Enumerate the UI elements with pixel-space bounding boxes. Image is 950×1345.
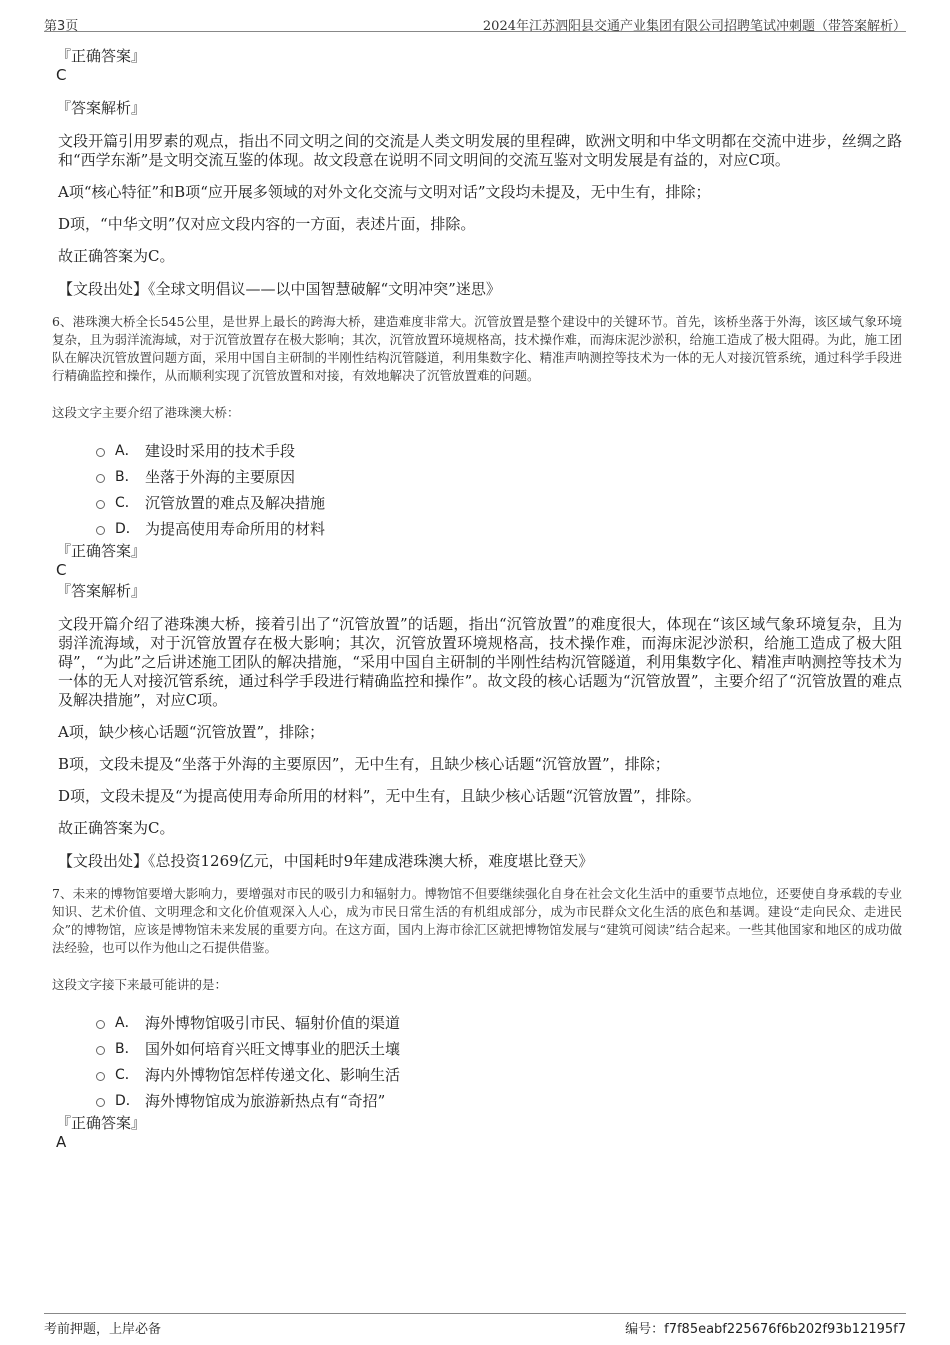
analysis-label: 『答案解析』 xyxy=(56,582,147,600)
option-item[interactable]: B． 国外如何培育兴旺文博事业的肥沃土壤 xyxy=(96,1035,902,1061)
radio-icon[interactable] xyxy=(96,448,105,457)
analysis-paragraph: D项，“中华文明”仅对应文段内容的一方面，表述片面，排除。 xyxy=(58,215,476,233)
question-text: 7、未来的博物馆要增大影响力，要增强对市民的吸引力和辐射力。博物馆不但要继续强化自身在社会文化生活中的重要节点地位，还要使自身承载的专业知识、艺术价值、文明理念和文化价值观深入人心，成为市民日常生活的有机组成部分，成为市民群众文化生活的底色和基调。建设“走向民众、走进民众”的博物馆，应该是博物馆未来发展的重要方向。在这方面，国内上海市徐汇区就把博物馆发展与“建筑可阅读”结合起来。一些其他国家和地区的成功做法经验，也可以作为他山之石提供借鉴。 xyxy=(52,886,902,955)
radio-icon[interactable] xyxy=(96,500,105,509)
document-body xyxy=(52,46,903,1165)
analysis-paragraph: A项“核心特征”和B项“应开展多领域的对外文化交流与文明对话”文段均未提及，无中生有，排除； xyxy=(58,183,711,201)
option-item[interactable]: A． 建设时采用的技术手段 xyxy=(96,437,902,463)
radio-icon[interactable] xyxy=(96,1072,105,1081)
radio-icon[interactable] xyxy=(96,1020,105,1029)
radio-icon[interactable] xyxy=(96,526,105,535)
question-prompt: 这段文字主要介绍了港珠澳大桥： xyxy=(52,405,240,420)
radio-icon[interactable] xyxy=(96,1098,105,1107)
source-citation: 【文段出处】《全球文明倡议——以中国智慧破解“文明冲突”迷思》 xyxy=(58,280,501,298)
document-code: 编号：f7f85eabf225676f6b202f93b12195f7 xyxy=(625,1322,906,1337)
analysis-paragraph: 文段开篇介绍了港珠澳大桥，接着引出了“沉管放置”的话题，指出“沉管放置”的难度很大，体现在“该区域气象环境复杂，且为弱洋流海域，对于沉管放置存在极大影响；其次，沉管放置环境规格高，技术操作难，而海床泥沙淤积，给施工造成了极大阻碍”，“为此”之后讲述施工团队的解决措施，“采用中国自主研制的半刚性结构沉管隧道，利用集数字化、精准声呐测控等技术为一体的无人对接沉管系统，通过科学手段进行精确监控和操作”。故文段的核心话题为“沉管放置”，主要介绍了“沉管放置的难点及解决措施”，对应C项。 xyxy=(58,615,902,709)
option-item[interactable]: C． 海内外博物馆怎样传递文化、影响生活 xyxy=(96,1061,902,1087)
radio-icon[interactable] xyxy=(96,474,105,483)
option-item[interactable]: A． 海外博物馆吸引市民、辐射价值的渠道 xyxy=(96,1009,902,1035)
analysis-paragraph: 文段开篇引用罗素的观点，指出不同文明之间的交流是人类文明发展的里程碑，欧洲文明和中华文明都在交流中进步，丝绸之路和“西学东渐”是文明交流互鉴的体现。故文段意在说明不同文明间的交流互鉴对文明发展是有益的，对应C项。 xyxy=(58,132,902,169)
analysis-paragraph: 故正确答案为C。 xyxy=(58,247,175,265)
analysis-paragraph: A项，缺少核心话题“沉管放置”，排除； xyxy=(58,723,325,741)
source-citation: 【文段出处】《总投资1269亿元，中国耗时9年建成港珠澳大桥，难度堪比登天》 xyxy=(58,852,594,870)
option-item[interactable]: D． 为提高使用寿命所用的材料 xyxy=(96,515,902,541)
answer-value: C xyxy=(56,561,67,579)
answer-label: 『正确答案』 xyxy=(56,1114,147,1132)
options-list xyxy=(96,437,902,541)
header-divider xyxy=(44,31,906,32)
analysis-label: 『答案解析』 xyxy=(56,99,147,117)
analysis-paragraph: 故正确答案为C。 xyxy=(58,819,175,837)
answer-label: 『正确答案』 xyxy=(56,47,147,65)
question-text: 6、港珠澳大桥全长545公里，是世界上最长的跨海大桥，建造难度非常大。沉管放置是整个建设中的关键环节。首先，该桥坐落于外海，该区域气象环境复杂，且为弱洋流海域，对于沉管放置存在极大影响；其次，沉管放置环境规格高，技术操作难，而海床泥沙淤积，给施工造成了极大阻碍。为此，施工团队在解决沉管放置问题方面，采用中国自主研制的半刚性结构沉管隧道，利用集数字化、精准声呐测控等技术为一体的无人对接沉管系统，通过科学手段进行精确监控和操作，从而顺利实现了沉管放置和对接，有效地解决了沉管放置难的问题。 xyxy=(52,314,903,383)
page-number: 第3页 xyxy=(44,19,79,34)
analysis-paragraph: B项，文段未提及“坐落于外海的主要原因”，无中生有，且缺少核心话题“沉管放置”，排除； xyxy=(58,755,670,773)
analysis-paragraph: D项，文段未提及“为提高使用寿命所用的材料”，无中生有，且缺少核心话题“沉管放置”，排除。 xyxy=(58,787,701,805)
answer-label: 『正确答案』 xyxy=(56,542,147,560)
option-item[interactable]: D． 海外博物馆成为旅游新热点有“奇招” xyxy=(96,1087,902,1113)
radio-icon[interactable] xyxy=(96,1046,105,1055)
option-item[interactable]: B． 坐落于外海的主要原因 xyxy=(96,463,902,489)
document-title: 2024年江苏泗阳县交通产业集团有限公司招聘笔试冲刺题（带答案解析） xyxy=(482,19,906,34)
question-prompt: 这段文字接下来最可能讲的是： xyxy=(52,977,228,992)
footer-slogan: 考前押题，上岸必备 xyxy=(44,1322,162,1337)
option-item[interactable]: C． 沉管放置的难点及解决措施 xyxy=(96,489,902,515)
page-header xyxy=(44,12,906,32)
answer-value: C xyxy=(56,66,67,84)
answer-value: A xyxy=(56,1133,67,1151)
options-list xyxy=(96,1009,902,1113)
page-footer xyxy=(44,1313,906,1337)
